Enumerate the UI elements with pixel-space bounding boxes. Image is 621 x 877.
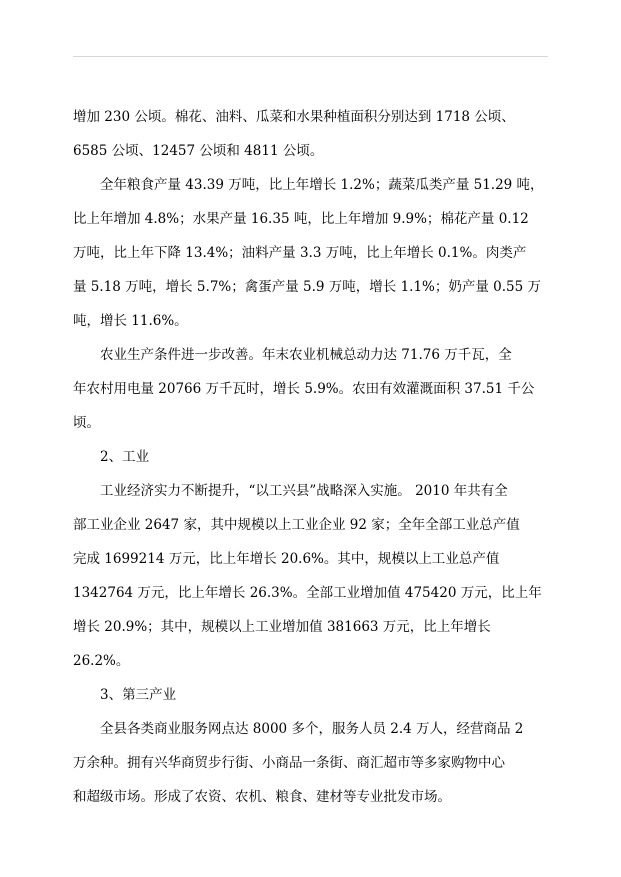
- text-line: 年农村用电量 20766 万千瓦时，增长 5.9%。农田有效灌溉面积 37.51 千公: [73, 381, 535, 397]
- text-line: 6585 公顷、12457 公顷和 4811 公顷。: [73, 143, 324, 159]
- header-rule: [73, 56, 548, 57]
- text-line: 工业经济实力不断提升，“以工兴县”战略深入实施。 2010 年共有全: [100, 483, 508, 499]
- paragraph-planting-area: [73, 100, 548, 168]
- text-line: 和超级市场。形成了农资、农机、粮食、建材等专业批发市场。: [73, 789, 451, 805]
- text-line: 全县各类商业服务网点达 8000 多个，服务人员 2.4 万人，经营商品 2: [100, 721, 524, 737]
- text-line: 比上年增加 4.8%；水果产量 16.35 吨，比上年增加 9.9%；棉花产量 0.12: [73, 211, 529, 227]
- text-line: 顷。: [73, 415, 100, 431]
- text-line: 增加 230 公顷。棉花、油料、瓜菜和水果种植面积分别达到 1718 公顷、: [73, 109, 515, 125]
- text-line: 万余种。拥有兴华商贸步行街、小商品一条街、商汇超市等多家购物中心: [73, 755, 505, 771]
- document-body: [73, 100, 548, 814]
- paragraph-industry: [73, 474, 548, 678]
- paragraph-crop-output: [73, 168, 548, 338]
- text-line: 完成 1699214 万元，比上年增长 20.6%。其中，规模以上工业总产值: [73, 551, 500, 567]
- paragraph-agri-conditions: [73, 338, 548, 440]
- section-heading-tertiary: 3、第三产业: [100, 687, 177, 703]
- text-line: 全年粮食产量 43.39 万吨，比上年增长 1.2%；蔬菜瓜类产量 51.29 吨，: [100, 177, 544, 193]
- text-line: 农业生产条件进一步改善。年末农业机械总动力达 71.76 万千瓦，全: [100, 347, 512, 363]
- text-line: 量 5.18 万吨，增长 5.7%；禽蛋产量 5.9 万吨，增长 1.1%；奶产量 0.55 万: [73, 279, 542, 295]
- text-line: 吨，增长 11.6%。: [73, 313, 188, 329]
- text-line: 增长 20.9%；其中，规模以上工业增加值 381663 万元，比上年增长: [73, 619, 491, 635]
- section-heading-industry: 2、工业: [100, 449, 150, 465]
- text-line: 万吨，比上年下降 13.4%；油料产量 3.3 万吨，比上年增长 0.1%。肉类产: [73, 245, 527, 261]
- paragraph-tertiary: [73, 712, 548, 814]
- text-line: 26.2%。: [73, 653, 130, 669]
- text-line: 1342764 万元，比上年增长 26.3%。全部工业增加值 475420 万元，比上年: [73, 585, 542, 601]
- text-line: 部工业企业 2647 家，其中规模以上工业企业 92 家；全年全部工业总产值: [73, 517, 520, 533]
